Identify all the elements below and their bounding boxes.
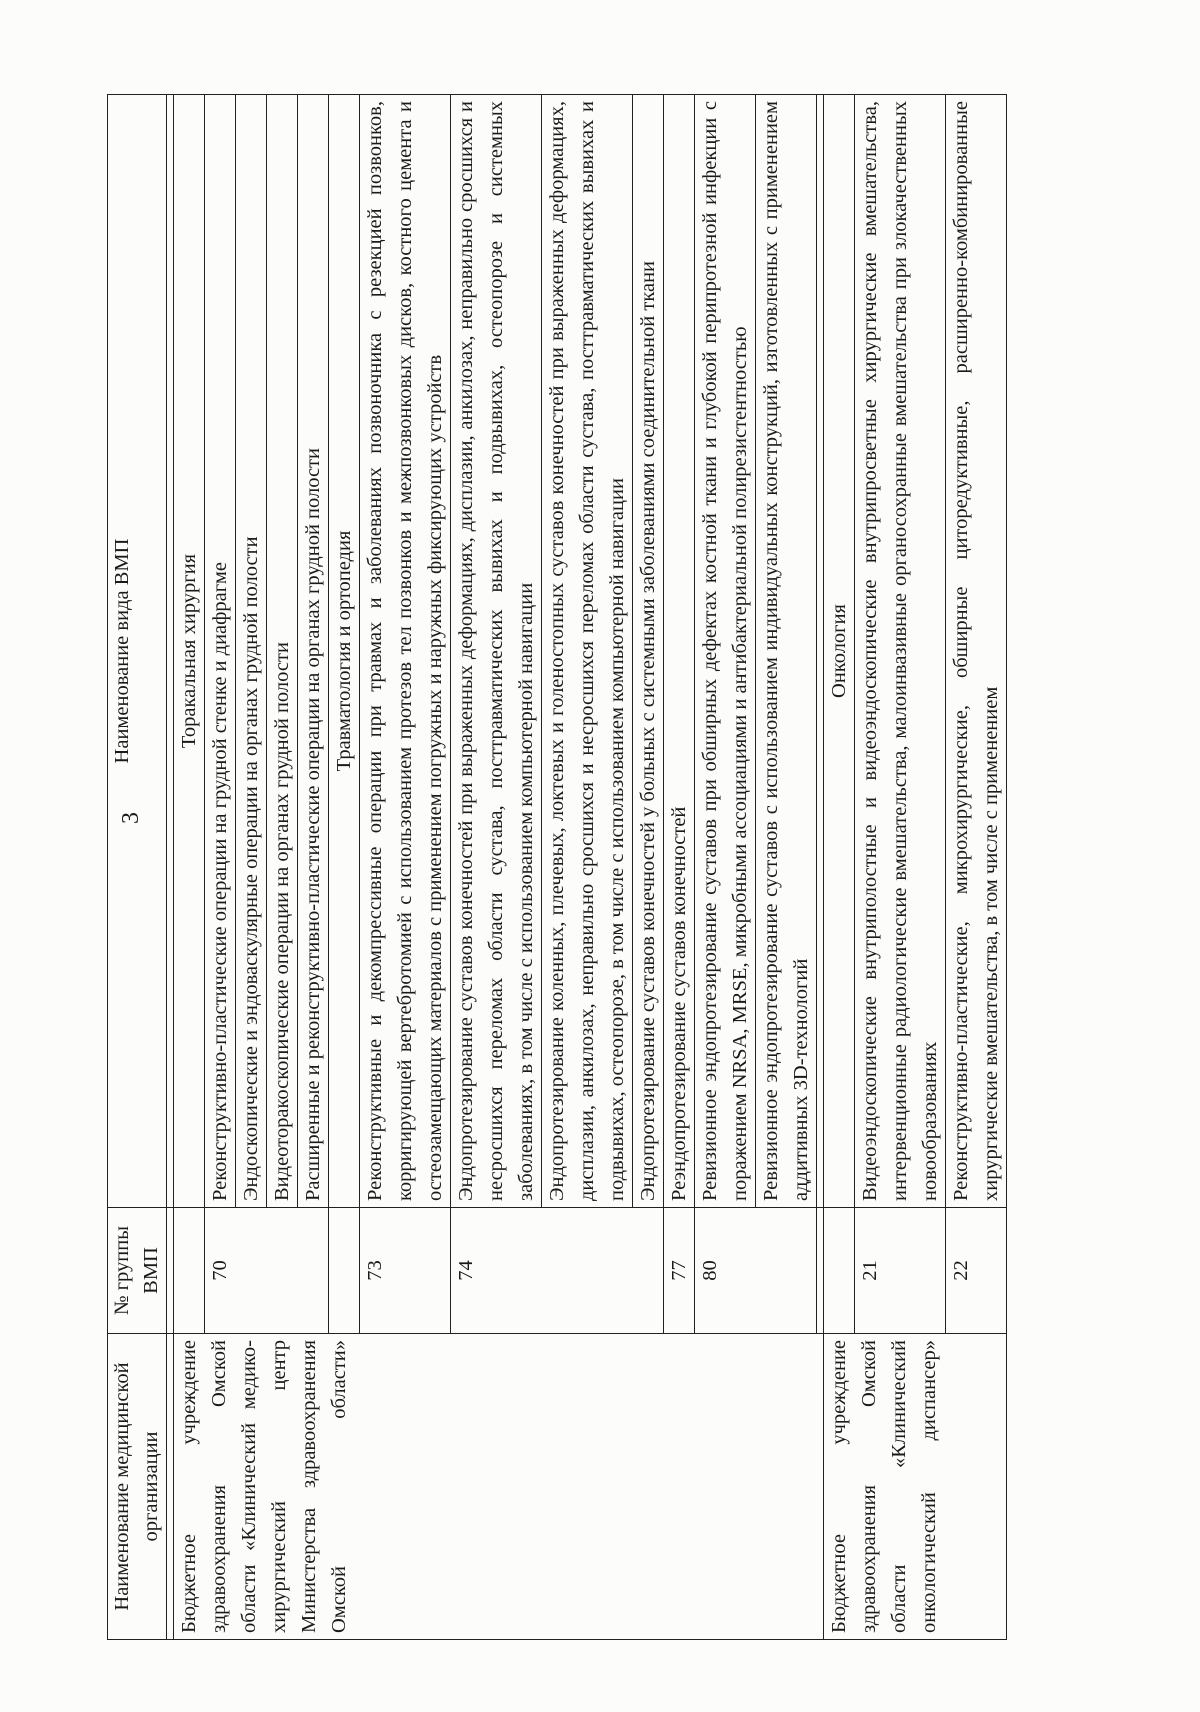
vmp-kind: Видеоэндоскопические внутриполостные и видеоэндоскопические внутрипросветные хирургические вмешательства, интервенционные радиологические вмешательства, малоинвазивные органосохранные вмешательства при злокачественных новообразованиях (855, 95, 946, 1208)
section-title: Травматология и ортопедия (329, 95, 360, 1208)
vmp-kind: Видеоторакоскопические операции на органах грудной полости (267, 95, 298, 1208)
group-number: 22 (946, 1208, 1007, 1334)
header-row (108, 95, 167, 1640)
section-title: Торакальная хирургия (174, 95, 205, 1208)
group-number: 70 (205, 1208, 329, 1334)
org-cell-top (167, 1334, 174, 1640)
vmp-kind: Эндопротезирование суставов конечностей у больных с системными заболеваниями соединительной ткани (633, 95, 664, 1208)
page-number: 3 (118, 812, 144, 824)
vmp-kind: Эндопротезирование коленных, плечевых, локтевых и голеностопных суставов конечностей при выраженных деформациях, дисплазии, анкилозах, неправильно сросшихся и несросшихся переломах области сустава, посттравматических вывихах и подвывихах, остеопорозе, в том числе с использованием компьютерной навигации (542, 95, 633, 1208)
header-kind: Наименование вида ВМП (108, 95, 167, 1208)
group-number: 73 (360, 1208, 451, 1334)
header-group: № группы ВМП (108, 1208, 167, 1334)
vmp-table (107, 94, 1007, 1640)
vmp-kind: Реконструктивно-пластические, микрохирургические, обширные циторедуктивные, расширенно-комбинированные хирургические вмешательства, в том числе с применением (946, 95, 1007, 1208)
section-row (824, 95, 855, 1640)
org-cell: Бюджетное учреждение здравоохранения Омской области «Клинический медико-хирургический центр Министерства здравоохранения Омской области» (174, 1334, 824, 1640)
vmp-kind: Расширенные и реконструктивно-пластические операции на органах грудной полости (298, 95, 329, 1208)
group-number: 74 (451, 1208, 664, 1334)
org-cell: Бюджетное учреждение здравоохранения Омской области «Клинический онкологический диспансер» (824, 1334, 1007, 1640)
vmp-kind: Ревизионное эндопротезирование суставов с использованием индивидуальных конструкций, изготовленных с применением аддитивных 3D-технологий (756, 95, 817, 1208)
vmp-kind: Эндоскопические и эндоваскулярные операции на органах грудной полости (236, 95, 267, 1208)
group-number: 21 (855, 1208, 946, 1334)
rotated-table-container (107, 95, 1107, 1640)
spacer-row (167, 95, 174, 1640)
section-row (174, 95, 205, 1640)
vmp-kind: Реэндопротезирование суставов конечностей (664, 95, 695, 1208)
section-title: Онкология (824, 95, 855, 1208)
header-org: Наименование медицинской организации (108, 1334, 167, 1640)
group-number: 77 (664, 1208, 695, 1334)
vmp-kind: Реконструктивные и декомпрессивные операции при травмах и заболеваниях позвоночника с резекцией позвонков, корригирующей вертебротомией с использованием протезов тел позвонков и межпозвонковых дисков, костного цемента и остеозамещающих материалов с применением погружных и наружных фиксирующих устройств (360, 95, 451, 1208)
group-number: 80 (695, 1208, 817, 1334)
vmp-kind: Ревизионное эндопротезирование суставов при обширных дефектах костной ткани и глубокой перипротезной инфекции с поражением NRSA, MRSE, микробными ассоциациями и антибактериальной полирезистентностью (695, 95, 756, 1208)
vmp-kind: Реконструктивно-пластические операции на грудной стенке и диафрагме (205, 95, 236, 1208)
vmp-kind: Эндопротезирование суставов конечностей при выраженных деформациях, дисплазии, анкилозах, неправильно сросшихся и несросшихся переломах области сустава, посттравматических вывихах и подвывихах, остеопорозе и системных заболеваниях, в том числе с использованием компьютерной навигации (451, 95, 542, 1208)
